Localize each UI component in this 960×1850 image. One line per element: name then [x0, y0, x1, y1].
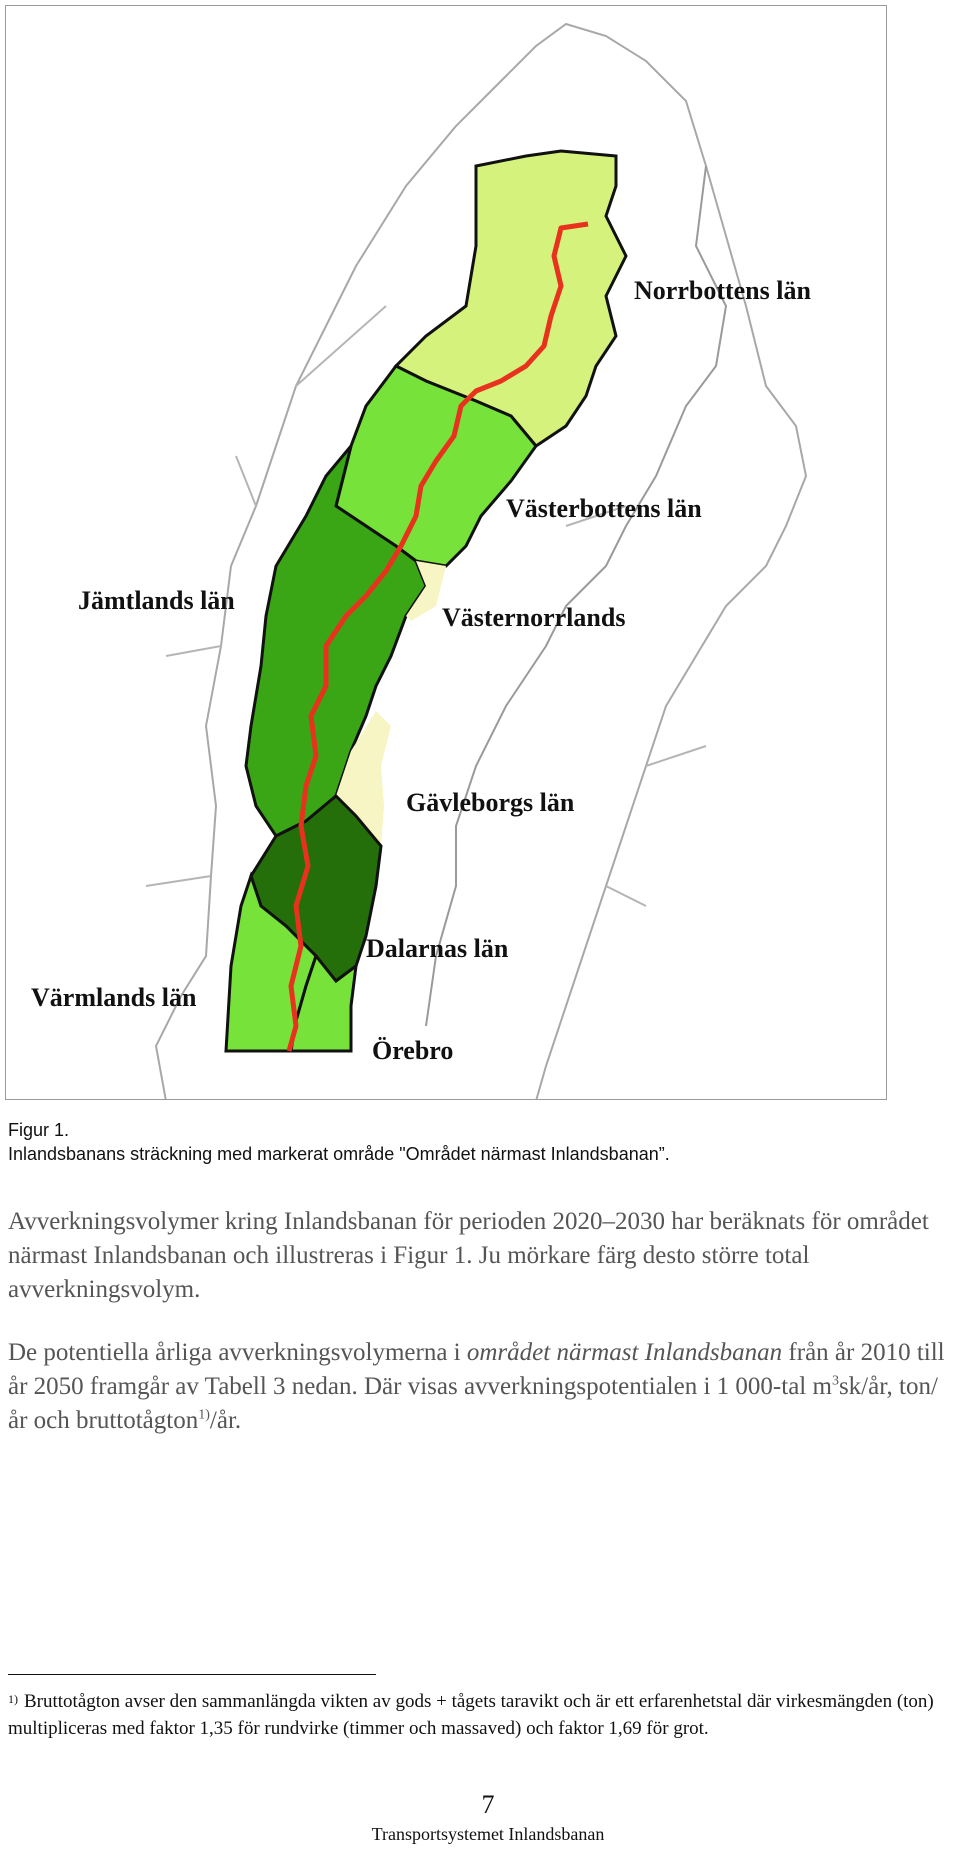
map-figure	[5, 5, 887, 1100]
paragraph-2: De potentiella årliga avverkningsvolymerna i området närmast Inlandsbanan från år 2010 till år 2050 framgår av Tabell 3 nedan. Där visas avverkningspotentialen i 1 000-tal $m^3sk/år$, ton/ år och bruttotågton$^{1)}$/år.	[8, 1339, 945, 1434]
figure-caption: Inlandsbanans sträckning med markerat område "Området närmast Inlandsbanan”.	[8, 1144, 670, 1164]
label-jamtland: Jämtlands län	[78, 586, 235, 615]
label-dalarna: Dalarnas län	[366, 934, 509, 963]
label-orebro: Örebro	[372, 1036, 454, 1065]
figure-number: Figur 1.	[8, 1120, 70, 1140]
label-varmland: Värmlands län	[31, 983, 197, 1012]
footnote	[8, 1688, 948, 1742]
page-number: 7	[481, 1790, 495, 1819]
paragraph-1: Avverkningsvolymer kring Inlandsbanan för perioden 2020–2030 har beräknats för området närmast Inlandsbanan och illustreras i Figur 1. Ju mörkare färg desto större total avverkningsvolym.	[8, 1208, 929, 1303]
footnote-marker: 1)	[8, 1692, 18, 1706]
label-vasterbotten: Västerbottens län	[506, 494, 702, 523]
label-gavleborg: Gävleborgs län	[406, 788, 575, 817]
footnote-divider	[8, 1674, 376, 1675]
label-norrbotten: Norrbottens län	[634, 276, 811, 305]
running-footer: Transportsystemet Inlandsbanan	[371, 1824, 605, 1844]
label-vasternorrland: Västernorrlands	[442, 603, 626, 632]
footnote-text: Bruttotågton avser den sammanlängda vikten av gods + tågets taravikt och är ett erfarenhetstal där virkesmängden (ton) multipliceras med faktor 1,35 för rundvirke (timmer och massaved) och faktor 1,69 för grot.	[8, 1691, 934, 1739]
